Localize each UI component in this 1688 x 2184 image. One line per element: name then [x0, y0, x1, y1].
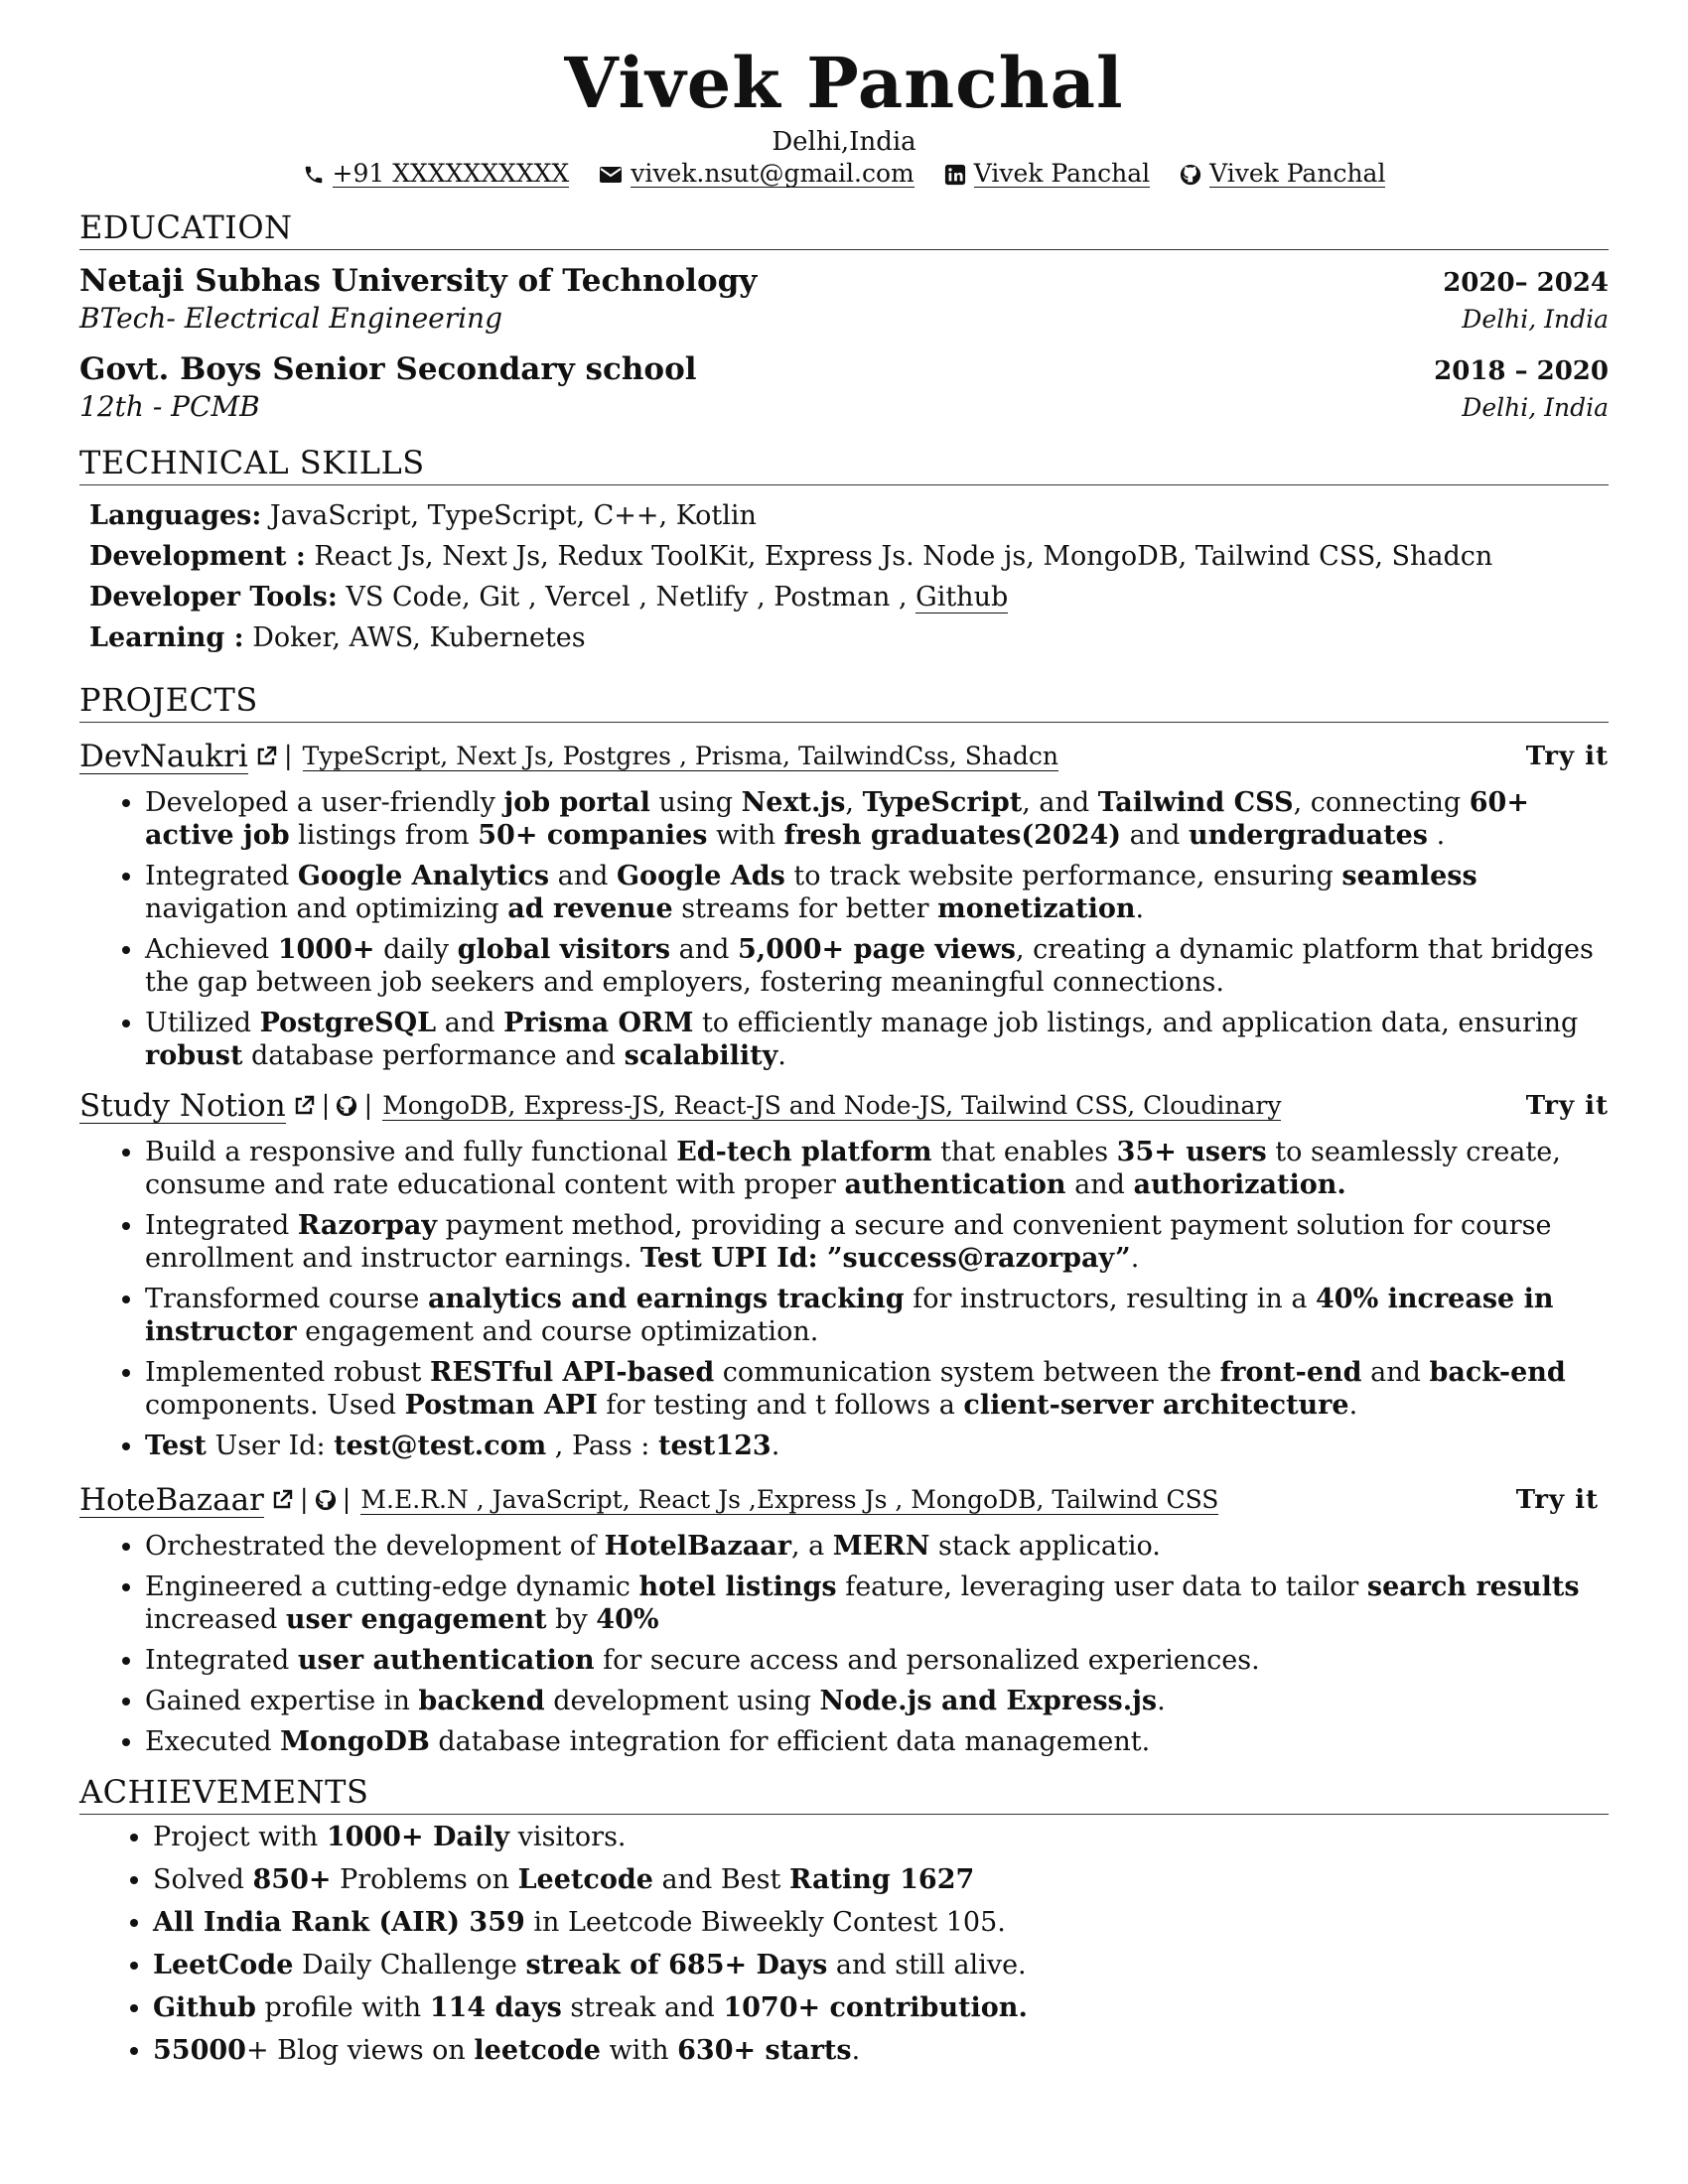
education-title: EDUCATION: [79, 207, 1609, 250]
linkedin-text: Vivek Panchal: [973, 159, 1151, 188]
project-bullets: [79, 1136, 1609, 1462]
list-item: • All India Rank (AIR) 359 in Leetcode Biweekly Contest 105.: [153, 1906, 1609, 1939]
skill-label: Learning :: [89, 622, 244, 653]
skill-label: Developer Tools:: [89, 582, 338, 613]
list-item: • Implemented robust RESTful API-based communication system between the front-end and back-end components. Used Postman API for testing and t follows a client-server architecture.: [145, 1356, 1609, 1422]
external-link-icon[interactable]: [270, 1488, 294, 1512]
try-it-link[interactable]: Try it: [1525, 742, 1609, 771]
skills-list: [79, 495, 1609, 658]
list-item: • Test User Id: test@test.com , Pass : test123.: [145, 1430, 1609, 1462]
school-name: Netaji Subhas University of Technology: [79, 263, 758, 299]
school-years: 2020– 2024: [1443, 268, 1609, 298]
separator: |: [321, 1091, 331, 1121]
school-degree: BTech- Electrical Engineering: [79, 302, 503, 335]
separator: |: [363, 1091, 373, 1121]
school-degree: 12th - PCMB: [79, 390, 260, 423]
list-item: • Transformed course analytics and earnings tracking for instructors, resulting in a 40% increase in instructor engagement and course optimization.: [145, 1283, 1609, 1348]
skill-values: JavaScript, TypeScript, C++, Kotlin: [261, 500, 757, 531]
education-item: [79, 262, 1609, 337]
candidate-name: Vivek Panchal: [564, 42, 1124, 124]
project-name-link[interactable]: DevNaukri: [79, 738, 248, 774]
list-item: • Solved 850+ Problems on Leetcode and Best Rating 1627: [153, 1863, 1609, 1896]
contact-github[interactable]: [1180, 161, 1385, 188]
skill-tools: [89, 577, 1609, 617]
phone-text: +91 XXXXXXXXXX: [332, 159, 570, 188]
candidate-location: Delhi,India: [772, 127, 916, 157]
email-text: vivek.nsut@gmail.com: [631, 159, 914, 188]
list-item: • LeetCode Daily Challenge streak of 685+ Days and still alive.: [153, 1949, 1609, 1981]
school-years: 2018 – 2020: [1434, 356, 1609, 386]
github-icon[interactable]: [336, 1095, 357, 1117]
email-icon: [599, 165, 623, 185]
try-it-link[interactable]: Try it: [1525, 1091, 1609, 1121]
list-item: • Project with 1000+ Daily visitors.: [153, 1821, 1609, 1853]
contact-email[interactable]: [599, 161, 914, 188]
list-item: • Developed a user-friendly job portal using Next.js, TypeScript, and Tailwind CSS, connecting 60+ active job listings from 50+ companies with fresh graduates(2024) and undergraduates .: [145, 786, 1609, 852]
skill-values: Doker, AWS, Kubernetes: [243, 622, 586, 653]
separator: |: [283, 742, 293, 771]
external-link-icon[interactable]: [292, 1094, 316, 1118]
linkedin-icon: [944, 164, 966, 186]
skill-values: React Js, Next Js, Redux ToolKit, Express Js. Node js, MongoDB, Tailwind CSS, Shadcn: [305, 541, 1493, 572]
project-tech: TypeScript, Next Js, Postgres , Prisma, TailwindCss, Shadcn: [302, 741, 1059, 770]
school-name: Govt. Boys Senior Secondary school: [79, 351, 697, 387]
project-header: [79, 735, 1609, 778]
contact-linkedin[interactable]: [944, 161, 1150, 188]
list-item: • Utilized PostgreSQL and Prisma ORM to efficiently manage job listings, and application data, ensuring robust database performance and scalability.: [145, 1007, 1609, 1072]
separator: |: [299, 1485, 309, 1515]
list-item: • Integrated Razorpay payment method, providing a secure and convenient payment solution for course enrollment and instructor earnings. Test UPI Id: ”success@razorpay”.: [145, 1209, 1609, 1275]
skill-label: Development :: [89, 541, 306, 572]
list-item: • Gained expertise in backend development using Node.js and Express.js.: [145, 1685, 1609, 1717]
list-item: • Engineered a cutting-edge dynamic hotel listings feature, leveraging user data to tailor search results increased user engagement by 40%: [145, 1570, 1609, 1636]
project-tech: MongoDB, Express-JS, React-JS and Node-JS, Tailwind CSS, Cloudinary: [382, 1090, 1282, 1120]
list-item: • Integrated user authentication for secure access and personalized experiences.: [145, 1644, 1609, 1677]
try-it-link[interactable]: Try it: [1515, 1485, 1599, 1515]
project-name-link[interactable]: HoteBazaar: [79, 1481, 264, 1518]
skills-title: TECHNICAL SKILLS: [79, 443, 1609, 485]
list-item: • Executed MongoDB database integration for efficient data management.: [145, 1725, 1609, 1758]
contact-phone[interactable]: [303, 161, 570, 188]
projects-title: PROJECTS: [79, 680, 1609, 723]
github-icon[interactable]: [315, 1489, 337, 1511]
project-header: [79, 1478, 1609, 1522]
skill-development: [89, 536, 1609, 577]
education-item: [79, 350, 1609, 425]
list-item: • Build a responsive and fully functional Ed-tech platform that enables 35+ users to seamlessly create, consume and rate educational content with proper authentication and authorization.: [145, 1136, 1609, 1201]
list-item: • Integrated Google Analytics and Google Ads to track website performance, ensuring seamless navigation and optimizing ad revenue streams for better monetization.: [145, 860, 1609, 925]
skill-learning: [89, 617, 1609, 658]
list-item: • 55000+ Blog views on leetcode with 630+ starts.: [153, 2034, 1609, 2067]
github-icon: [1180, 164, 1201, 186]
skill-values: VS Code, Git , Vercel , Netlify , Postman ,: [337, 582, 916, 613]
github-link[interactable]: Github: [915, 582, 1009, 613]
github-text: Vivek Panchal: [1209, 159, 1386, 188]
list-item: • Orchestrated the development of HotelBazaar, a MERN stack applicatio.: [145, 1530, 1609, 1563]
contact-bar: [79, 161, 1609, 188]
project-bullets: [79, 786, 1609, 1072]
school-place: Delhi, India: [1462, 393, 1609, 422]
external-link-icon[interactable]: [254, 745, 278, 768]
skill-label: Languages:: [89, 500, 262, 531]
separator: |: [342, 1485, 352, 1515]
project-name-link[interactable]: Study Notion: [79, 1087, 286, 1124]
project-tech: M.E.R.N , JavaScript, React Js ,Express Js , MongoDB, Tailwind CSS: [360, 1484, 1219, 1514]
phone-icon: [303, 164, 325, 186]
list-item: • Github profile with 114 days streak and 1070+ contribution.: [153, 1991, 1609, 2024]
list-item: • Achieved 1000+ daily global visitors and 5,000+ page views, creating a dynamic platform that bridges the gap between job seekers and employers, fostering meaningful connections.: [145, 933, 1609, 999]
achievements-title: ACHIEVEMENTS: [79, 1772, 1609, 1815]
project-bullets: [79, 1530, 1609, 1758]
skill-languages: [89, 495, 1609, 536]
resume-page: [79, 0, 1609, 2077]
achievements-list: [79, 1821, 1609, 2067]
project-header: [79, 1084, 1609, 1128]
school-place: Delhi, India: [1462, 305, 1609, 334]
